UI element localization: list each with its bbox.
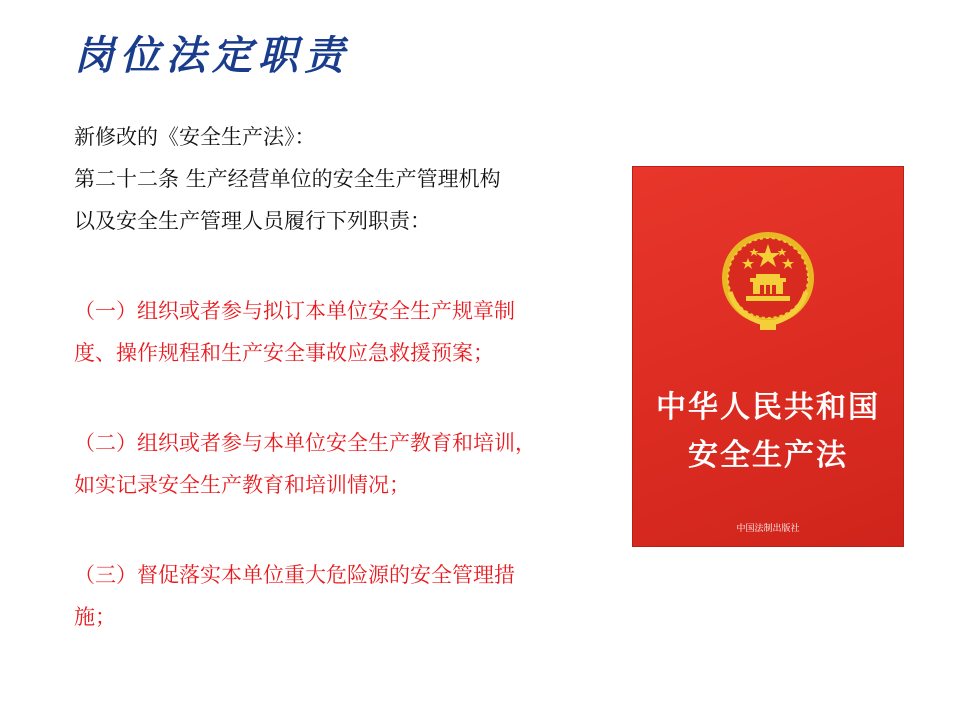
national-emblem-icon (716, 228, 820, 332)
duty-item-2 (74, 422, 614, 506)
duty-item-3 (74, 554, 614, 638)
intro-line: 以及安全生产管理人员履行下列职责： (74, 209, 431, 233)
duty-item-line: （二）组织或者参与本单位安全生产教育和培训， (74, 431, 536, 455)
duty-item-line: （三）督促落实本单位重大危险源的安全管理措 (74, 563, 515, 587)
duty-item-line: 度、操作规程和生产安全事故应急救援预案； (74, 341, 494, 365)
intro-line: 新修改的《安全生产法》： (74, 125, 316, 149)
duty-item-line: 施； (74, 605, 116, 629)
law-book-cover-image (632, 166, 904, 547)
book-title (632, 384, 904, 480)
duty-item-line: 如实记录安全生产教育和培训情况； (74, 473, 410, 497)
duty-item-line: （一）组织或者参与拟订本单位安全生产规章制 (74, 299, 515, 323)
book-publisher: 中国法制出版社 (736, 524, 800, 534)
book-title-line: 中华人民共和国 (656, 390, 880, 425)
intro-line: 第二十二条 生产经营单位的安全生产管理机构 (74, 167, 501, 191)
intro-text (74, 116, 501, 242)
book-title-line: 安全生产法 (688, 438, 848, 473)
page-title: 岗位法定职责 (74, 32, 350, 79)
duty-item-1 (74, 290, 614, 374)
